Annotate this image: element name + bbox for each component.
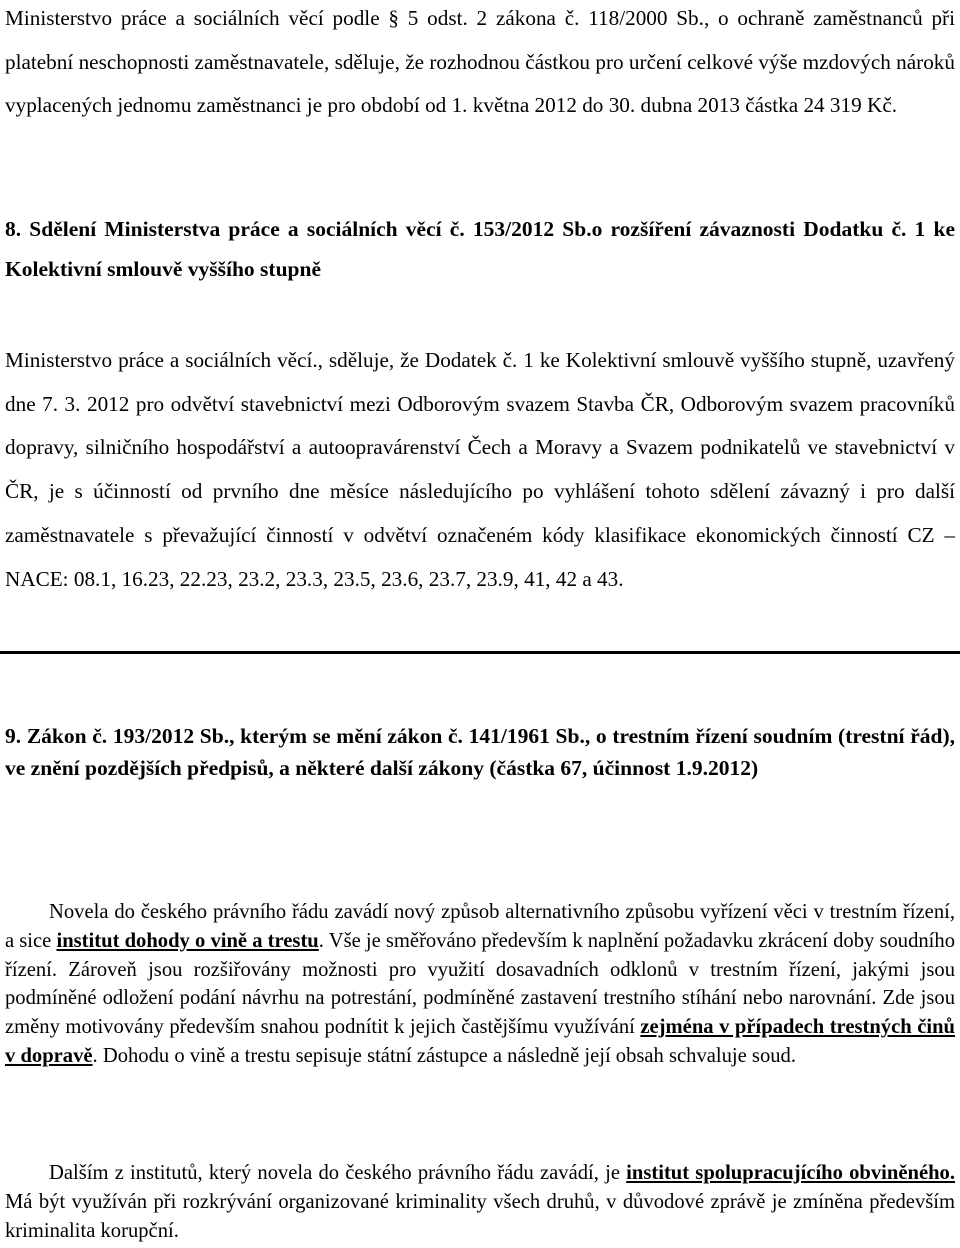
section-9-heading: 9. Zákon č. 193/2012 Sb., kterým se mění zákon č. 141/1961 Sb., o trestním řízení soudním (trestní řád), ve znění pozdějších předpisů, a některé další zákony (částka 67, účinnost 1.9.2012) xyxy=(5,724,955,780)
p1-text-3: . Dohodu o vině a trestu sepisuje státní zástupce a následně její obsah schvaluje soud. xyxy=(92,1044,796,1067)
p2-underlined-1: institut spolupracujícího obviněného. xyxy=(626,1162,955,1184)
section-8-body: Ministerstvo práce a sociálních věcí., sděluje, že Dodatek č. 1 ke Kolektivní smlouvě vyššího stupně, uzavřený dne 7. 3. 2012 pro odvětví stavebnictví mezi Odborovým svazem Stavba ČR, Odborovým svazem pracovníků dopravy, silničního hospodářství a autoopravárenství Čech a Moravy a Svazem podnikatelů ve stavebnictví v ČR, je s účinností od prvního dne měsíce následujícího po vyhlášení tohoto sdělení závazný i pro další zaměstnavatele s převažující činností v odvětví označeném kódy klasifikace ekonomických činností CZ – NACE: 08.1, 16.23, 22.23, 23.2, 23.3, 23.5, 23.6, 23.7, 23.9, 41, 42 a 43. xyxy=(5,348,955,591)
p1-text-1: Novela do českého právního řádu zavádí nový způsob alternativního způsobu vyřízení věci v trestním řízení, a sice xyxy=(5,901,955,952)
p2-text-1: Dalším z institutů, který novela do českého právního řádu zavádí, je xyxy=(49,1162,627,1184)
section-9-paragraph-2 xyxy=(5,1159,955,1245)
section-divider xyxy=(0,651,960,654)
section-9-paragraph-1 xyxy=(5,898,955,1071)
p1-text-2: . Vše je směřováno především k naplnění požadavku zkrácení doby soudního řízení. Zároveň jsou rozšiřovány možnosti pro využití dosavadních odklonů v trestním řízení, jakými jsou podmíněné odložení podání návrhu na potrestání, podmíněné zastavení trestního stíhání nebo narovnání. Zde jsou změny motivovány především snahou podnítit k jejich častějšímu využívání xyxy=(5,929,955,1039)
p1-underlined-2: zejména v případech trestných činů v dopravě xyxy=(5,1016,955,1067)
p2-text-2: Má být využíván při rozkrývání organizované kriminality všech druhů, v důvodové zprávě je zmíněna především kriminalita korupční. xyxy=(5,1190,955,1242)
section-8-heading: 8. Sdělení Ministerstva práce a sociálních věcí č. 153/2012 Sb.o rozšíření závaznosti Dodatku č. 1 ke Kolektivní smlouvě vyššího stupně xyxy=(5,217,955,281)
intro-paragraph: Ministerstvo práce a sociálních věcí podle § 5 odst. 2 zákona č. 118/2000 Sb., o ochraně zaměstnanců při platební neschopnosti zaměstnavatele, sděluje, že rozhodnou částkou pro určení celkové výše mzdových nároků vyplacených jednomu zaměstnanci je pro období od 1. května 2012 do 30. dubna 2013 částka 24 319 Kč. xyxy=(5,6,955,117)
p1-underlined-1: institut dohody o vině a trestu xyxy=(56,929,319,952)
